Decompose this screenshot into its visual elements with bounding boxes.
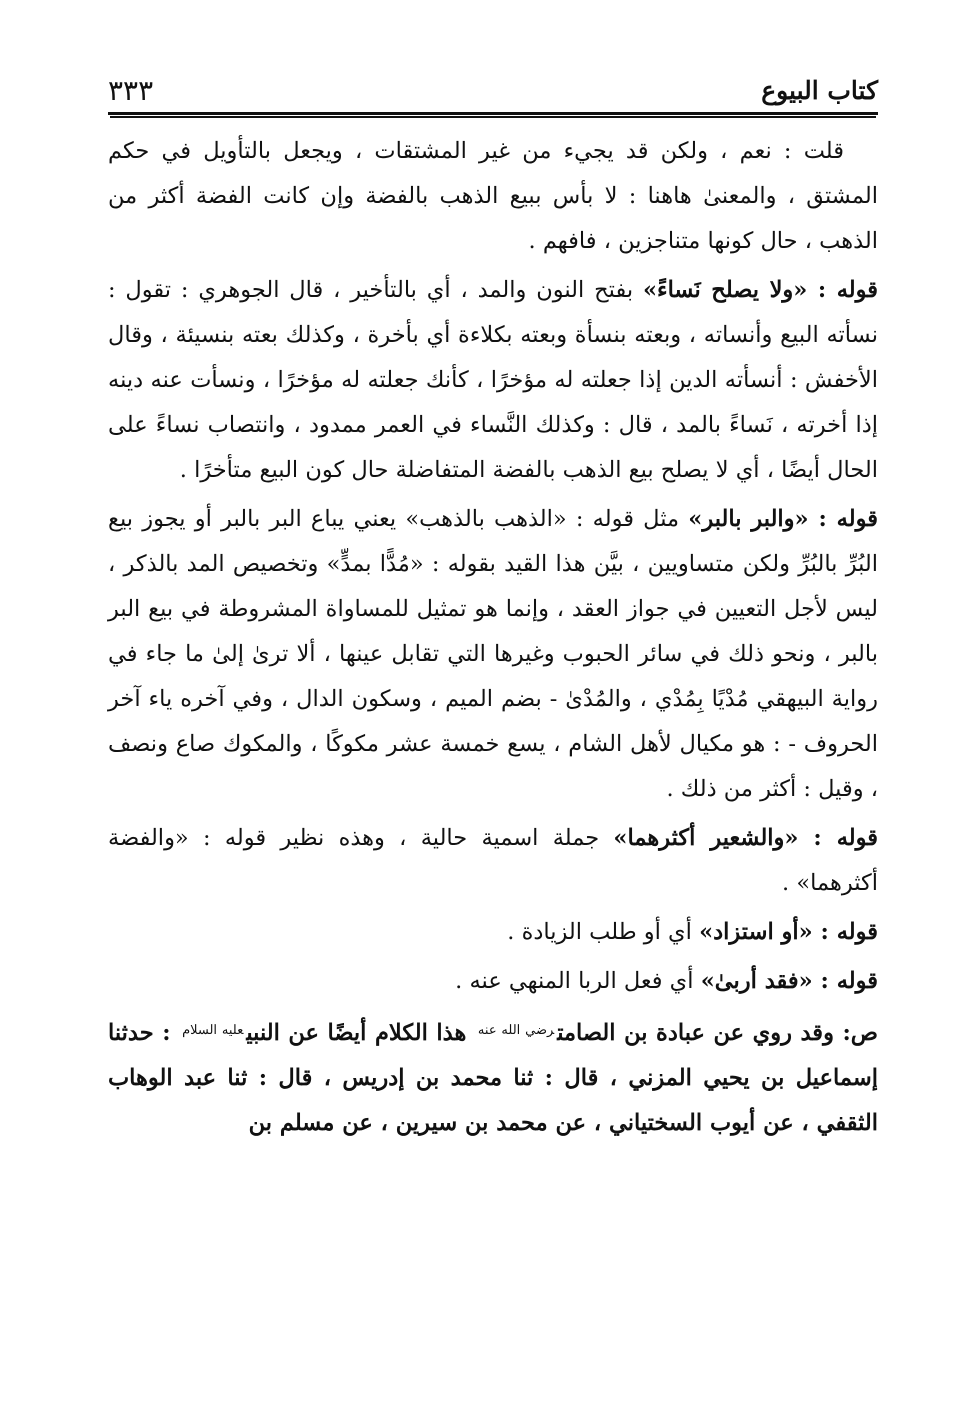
body-text [108, 129, 878, 1146]
paragraph-4-lemma: قوله : «والشعير أكثرهما» [613, 825, 878, 851]
paragraph-2-text: بفتح النون والمد ، أي بالتأخير ، قال الجوهري : تقول : نسأته البيع وأنساته ، وبعته بنسأة وبعته بكلاءة أي بأخرة ، وكذلك بعته بنسيئة ، وقال الأخفش : أنسأته الدين إذا جعلته له مؤخرًا ، كأنك جعلته له مؤخرًا ، ونسأت عنه دينه إذا أخرته ، نَساءً بالمد ، قال : وكذلك النَّساء في العمر ممدود ، وانتصاب نساءً على الحال أيضًا ، أي لا يصلح بيع الذهب بالفضة المتفاضلة حال كون البيع متأخرًا . [108, 277, 878, 483]
paragraph-4 [108, 816, 878, 906]
paragraph-2 [108, 268, 878, 493]
paragraph-1-text: قلت : نعم ، ولكن قد يجيء من غير المشتقات ، ويجعل بالتأويل في حكم المشتق ، والمعنىٰ هاهنا : لا بأس ببيع الذهب بالفضة وإن كانت الفضة أكثر من الذهب ، حال كونها متناجزين ، فافهم . [108, 138, 878, 254]
document-page [108, 60, 878, 1400]
paragraph-5 [108, 910, 878, 955]
honorific-mark-2: عليه السلام [182, 1023, 244, 1038]
honorific-mark-1: رضي الله عنه [477, 1023, 555, 1038]
paragraph-5-lemma: قوله : «أو استزاد» [699, 919, 878, 945]
paragraph-6-text: أي فعل الربا المنهي عنه . [455, 968, 701, 994]
page-number: ٣٣٣ [108, 74, 154, 107]
book-title: كتاب البيوع [761, 76, 878, 105]
paragraph-7 [108, 1008, 878, 1146]
paragraph-7-text-b: هذا الكلام أيضًا عن النبي [246, 1020, 475, 1046]
paragraph-2-lemma: قوله : «ولا يصلح نَساءً» [642, 277, 878, 303]
paragraph-1 [108, 129, 878, 264]
paragraph-6-lemma: قوله : «فقد أربىٰ» [700, 968, 878, 994]
running-header [108, 60, 878, 115]
paragraph-6 [108, 959, 878, 1004]
paragraph-5-text: أي أو طلب الزيادة . [507, 919, 700, 945]
paragraph-3-lemma: قوله : «والبر بالبر» [688, 506, 878, 532]
paragraph-4-text: جملة اسمية حالية ، وهذه نظير قوله : «والفضة أكثرهما» . [108, 825, 878, 896]
paragraph-3 [108, 497, 878, 812]
paragraph-3-text: مثل قوله : «الذهب بالذهب» يعني يباع البر بالبر أو يجوز بيع البُرِّ بالبُرِّ ولكن متساويين ، بيَّن هذا القيد بقوله : «مُدًّا بمدٍّ» وتخصيص المد بالذكر ، ليس لأجل التعيين في جواز العقد ، وإنما هو تمثيل للمساواة المشروطة في بيع البر بالبر ، ونحو ذلك في سائر الحبوب وغيرها التي تقابل عينها ، ألا ترىٰ إلىٰ ما جاء في رواية البيهقي مُدْيًا بِمُدْي ، والمُدْىٰ - بضم الميم ، وسكون الدال ، وفي آخره ياء آخر الحروف - : هو مكيال لأهل الشام ، يسع خمسة عشر مكوكًا ، والمكوك صاع ونصف ، وقيل : أكثر من ذلك . [108, 506, 878, 802]
paragraph-7-text-a: ص: وقد روي عن عبادة بن الصامت [557, 1020, 879, 1046]
paragraph-7-text-c: : حدثنا إسماعيل بن يحيي المزني ، قال : ثنا محمد بن إدريس ، قال : ثنا عبد الوهاب الثقفي ، عن أيوب السختياني ، عن محمد بن سيرين ، عن مسلم بن [108, 1020, 878, 1136]
